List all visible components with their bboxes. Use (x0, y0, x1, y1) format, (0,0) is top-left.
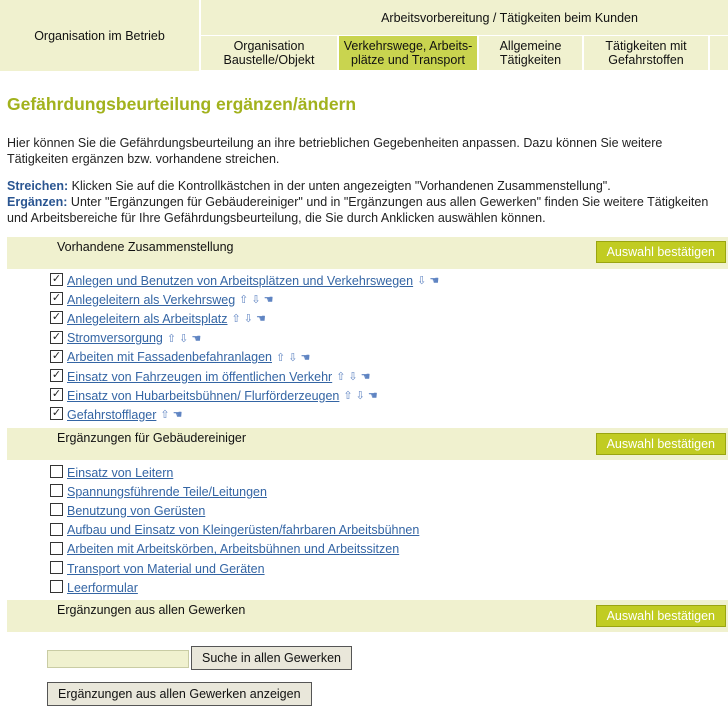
move-down-icon[interactable]: ⇩ (355, 390, 365, 403)
strike-label: Streichen: (7, 179, 69, 193)
tab-organisation-baustelle[interactable] (201, 36, 337, 70)
pointing-hand-icon[interactable]: ☚ (263, 294, 274, 307)
item-link[interactable]: Einsatz von Leitern (67, 465, 174, 480)
move-up-icon[interactable]: ⇧ (343, 390, 353, 403)
item-checkbox[interactable] (50, 542, 63, 555)
move-up-icon[interactable]: ⇧ (276, 351, 286, 364)
page-title: Gefährdungsbeurteilung ergänzen/ändern (7, 94, 357, 114)
item-checkbox[interactable]: ✓ (51, 311, 62, 324)
confirm-selection-button[interactable]: Auswahl bestätigen (596, 241, 726, 263)
pointing-hand-icon[interactable]: ☚ (172, 409, 183, 422)
item-checkbox[interactable]: ✓ (51, 388, 62, 401)
item-checkbox[interactable]: ✓ (51, 407, 62, 420)
list-item (50, 309, 439, 328)
move-down-icon[interactable]: ⇩ (243, 313, 253, 326)
item-checkbox[interactable]: ✓ (51, 273, 62, 286)
tab-overflow[interactable] (710, 36, 728, 70)
item-link[interactable]: Arbeiten mit Arbeitskörben, Arbeitsbühnen und Arbeitssitzen (67, 542, 400, 557)
tab-label-line1: Allgemeine (499, 39, 562, 53)
list-item (50, 405, 439, 424)
move-up-icon[interactable]: ⇧ (231, 313, 241, 326)
section-cleaner-title: Ergänzungen für Gebäudereiniger (57, 431, 247, 445)
list-item (50, 271, 439, 290)
add-text: Unter "Ergänzungen für Gebäudereiniger" und in "Ergänzungen aus allen Gewerken" finden Sie weitere Tätigkeiten und Arbeitsbereiche für Ihre Gefährdungsbeurteilung, die Sie durch Anklicken auswählen können. (7, 195, 709, 225)
move-up-icon[interactable]: ⇧ (239, 294, 249, 307)
tab-label-line1: Tätigkeiten mit (605, 39, 687, 53)
item-checkbox[interactable] (50, 484, 63, 497)
item-link[interactable]: Benutzung von Gerüsten (67, 503, 206, 518)
move-up-icon[interactable]: ⇧ (336, 371, 346, 384)
show-all-trades-button[interactable]: Ergänzungen aus allen Gewerken anzeigen (47, 682, 312, 706)
section-existing-title: Vorhandene Zusammenstellung (57, 240, 234, 254)
tab-gefahrstoffe[interactable] (584, 36, 708, 70)
tab-allgemeine-taetigkeiten[interactable] (479, 36, 582, 70)
item-checkbox[interactable] (50, 465, 63, 478)
strike-text: Klicken Sie auf die Kontrollkästchen in der unten angezeigten "Vorhandenen Zusammenstellung". (68, 179, 611, 193)
item-checkbox[interactable]: ✓ (51, 349, 62, 362)
item-link[interactable]: Stromversorgung (67, 331, 163, 346)
list-item (50, 482, 419, 501)
list-item (50, 367, 439, 386)
section-existing-header (7, 237, 728, 269)
item-link[interactable]: Anlegeleitern als Arbeitsplatz (67, 311, 228, 326)
item-link[interactable]: Spannungsführende Teile/Leitungen (67, 484, 267, 499)
item-checkbox[interactable]: ✓ (51, 369, 62, 382)
list-item (50, 501, 419, 520)
cleaner-list (50, 463, 419, 597)
existing-list (50, 271, 439, 425)
intro-text: Hier können Sie die Gefährdungsbeurteilung an ihre betrieblichen Gegebenheiten anpassen. Dazu können Sie weitere Tätigkeiten ergänzen bzw. vorhandene streichen. (7, 136, 663, 166)
item-checkbox[interactable] (50, 503, 63, 516)
item-link[interactable]: Einsatz von Fahrzeugen im öffentlichen Verkehr (67, 369, 333, 384)
tab-label-line2: Baustelle/Objekt (223, 53, 315, 67)
nav-section-label: Arbeitsvorbereitung / Tätigkeiten beim Kunden (381, 10, 638, 25)
tab-label-line2: Gefahrstoffen (608, 53, 684, 67)
list-item (50, 386, 439, 405)
pointing-hand-icon[interactable]: ☚ (429, 275, 440, 288)
list-item (50, 329, 439, 348)
confirm-selection-button[interactable]: Auswahl bestätigen (596, 433, 726, 455)
move-up-icon[interactable]: ⇧ (160, 409, 170, 422)
list-item (50, 540, 419, 559)
add-label: Ergänzen: (7, 195, 68, 209)
list-item (50, 559, 419, 578)
item-link[interactable]: Einsatz von Hubarbeitsbühnen/ Flurförderzeugen (67, 388, 340, 403)
tab-verkehrswege[interactable] (339, 36, 477, 70)
instructions (7, 178, 719, 226)
section-cleaner-header (7, 428, 728, 460)
item-link[interactable]: Leerformular (67, 580, 138, 595)
nav-organisation-im-betrieb[interactable] (0, 0, 199, 71)
list-item (50, 463, 419, 482)
section-all-trades-title: Ergänzungen aus allen Gewerken (57, 603, 246, 617)
tab-label-line1: Verkehrswege, Arbeits- (343, 39, 473, 53)
pointing-hand-icon[interactable]: ☚ (367, 390, 378, 403)
tab-label-line1: Organisation (233, 39, 305, 53)
tab-label-line2: plätze und Transport (351, 53, 465, 67)
item-checkbox[interactable] (50, 580, 63, 593)
item-link[interactable]: Gefahrstofflager (67, 407, 157, 422)
item-checkbox[interactable] (50, 561, 63, 574)
item-link[interactable]: Anlegen und Benutzen von Arbeitsplätzen und Verkehrswegen (67, 273, 414, 288)
nav-organisation-label: Organisation im Betrieb (34, 28, 165, 43)
list-item (50, 348, 439, 367)
item-link[interactable]: Aufbau und Einsatz von Kleingerüsten/fahrbaren Arbeitsbühnen (67, 523, 420, 538)
move-down-icon[interactable]: ⇩ (348, 371, 358, 384)
pointing-hand-icon[interactable]: ☚ (360, 371, 371, 384)
move-down-icon[interactable]: ⇩ (179, 332, 189, 345)
item-link[interactable]: Arbeiten mit Fassadenbefahranlagen (67, 350, 272, 365)
search-all-trades-button[interactable]: Suche in allen Gewerken (191, 646, 352, 670)
tab-label-line2: Tätigkeiten (499, 53, 562, 67)
list-item (50, 521, 419, 540)
move-down-icon[interactable]: ⇩ (417, 275, 427, 288)
nav-section-header[interactable] (201, 0, 728, 35)
confirm-selection-button[interactable]: Auswahl bestätigen (596, 605, 726, 627)
list-item (50, 290, 439, 309)
pointing-hand-icon[interactable]: ☚ (255, 313, 266, 326)
item-checkbox[interactable]: ✓ (51, 292, 62, 305)
search-input[interactable] (47, 650, 189, 668)
move-down-icon[interactable]: ⇩ (288, 351, 298, 364)
move-down-icon[interactable]: ⇩ (251, 294, 261, 307)
item-checkbox[interactable]: ✓ (51, 330, 62, 343)
pointing-hand-icon[interactable]: ☚ (300, 351, 311, 364)
list-item (50, 578, 419, 597)
pointing-hand-icon[interactable]: ☚ (191, 332, 202, 345)
move-up-icon[interactable]: ⇧ (166, 332, 177, 345)
item-link[interactable]: Anlegeleitern als Verkehrsweg (67, 292, 236, 307)
top-navigation (0, 0, 728, 71)
item-link[interactable]: Transport von Material und Geräten (67, 561, 265, 576)
item-checkbox[interactable] (50, 523, 63, 536)
section-all-trades-header (7, 600, 728, 632)
